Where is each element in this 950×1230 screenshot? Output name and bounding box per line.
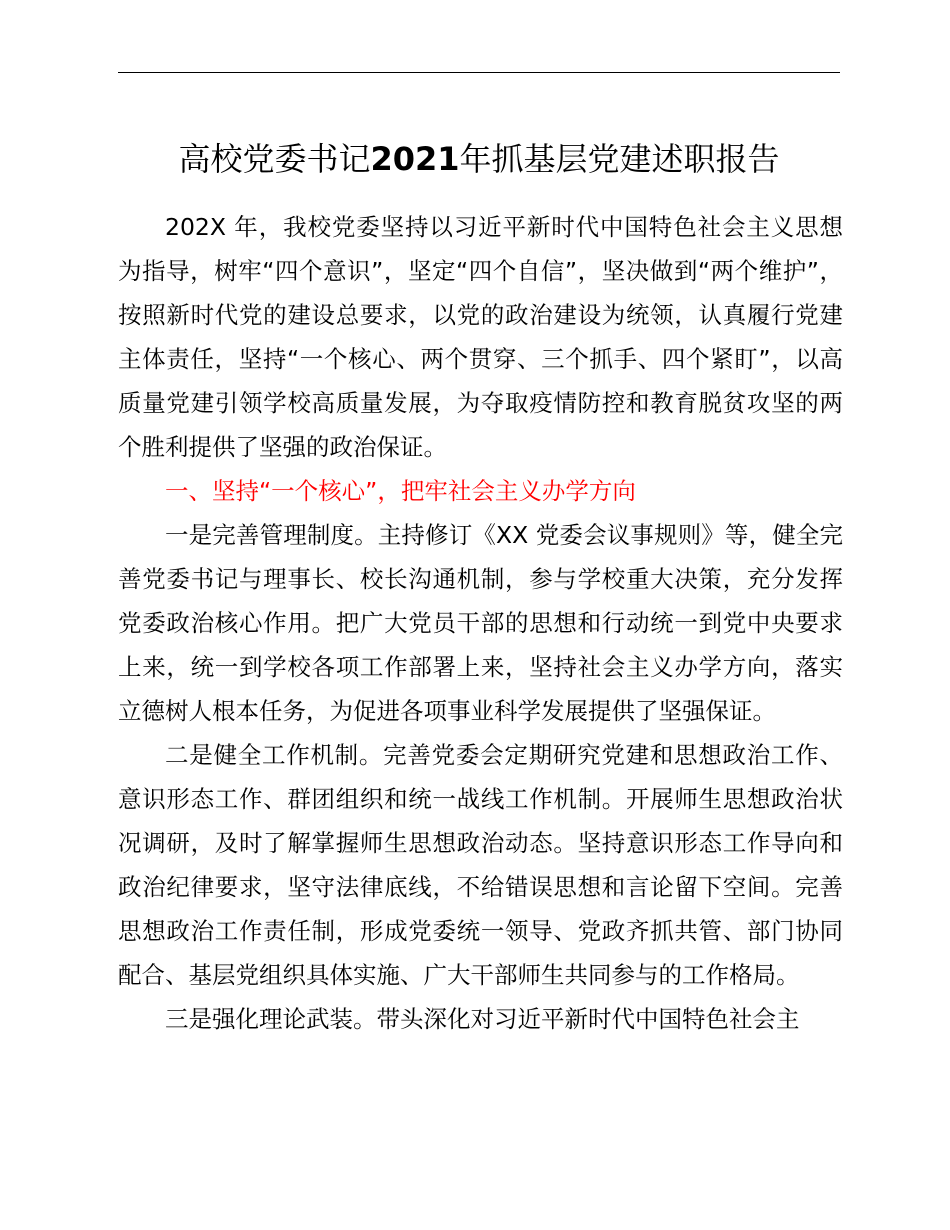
title-year: 2021: [370, 140, 460, 178]
section-heading-1: 一、坚持“一个核心”，把牢社会主义办学方向: [165, 477, 636, 505]
document-title: [118, 135, 840, 183]
intro-paragraph: 202X 年，我校党委坚持以习近平新时代中国特色社会主义思想为指导，树牢“四个意识”，坚定“四个自信”，坚决做到“两个维护”，按照新时代党的建设总要求，以党的政治建设为统领，认真履行党建主体责任，坚持“一个核心、两个贯穿、三个抓手、四个紧盯”，以高质量党建引领学校高质量发展，为夺取疫情防控和教育脱贫攻坚的两个胜利提供了坚强的政治保证。: [118, 213, 843, 461]
title-prefix: 高校党委书记: [178, 140, 371, 178]
document-body: [118, 205, 843, 1041]
header-rule: [118, 72, 840, 73]
paragraph-2: 二是健全工作机制。完善党委会定期研究党建和思想政治工作、意识形态工作、群团组织和统一战线工作机制。开展师生思想政治状况调研，及时了解掌握师生思想政治动态。坚持意识形态工作导向和政治纪律要求，坚守法律底线，不给错误思想和言论留下空间。完善思想政治工作责任制，形成党委统一领导、党政齐抓共管、部门协同配合、基层党组织具体实施、广大干部师生共同参与的工作格局。: [118, 741, 843, 989]
paragraph-1: 一是完善管理制度。主持修订《XX 党委会议事规则》等，健全完善党委书记与理事长、校长沟通机制，参与学校重大决策，充分发挥党委政治核心作用。把广大党员干部的思想和行动统一到党中央要求上来，统一到学校各项工作部署上来，坚持社会主义办学方向，落实立德树人根本任务，为促进各项事业科学发展提供了坚强保证。: [118, 521, 843, 725]
title-suffix: 年抓基层党建述职报告: [459, 140, 780, 178]
paragraph-3: 三是强化理论武装。带头深化对习近平新时代中国特色社会主: [165, 1005, 800, 1033]
